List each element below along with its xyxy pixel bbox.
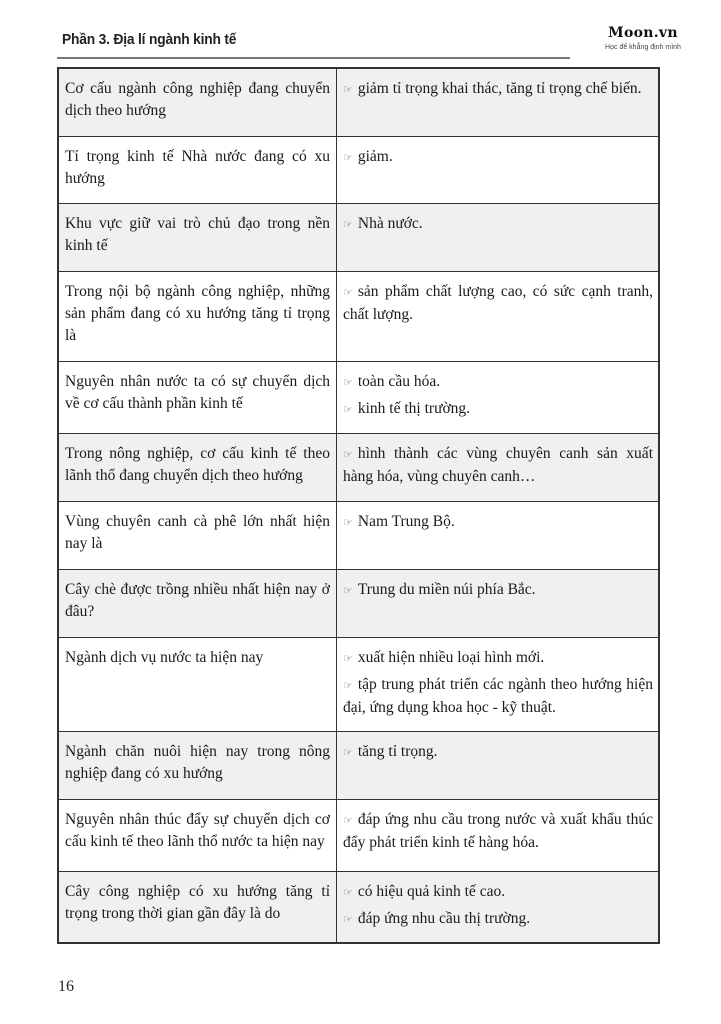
question-cell: Vùng chuyên canh cà phê lớn nhất hiện nay là — [58, 501, 337, 569]
answer-line — [343, 213, 653, 236]
answer-text: Nhà nước. — [357, 214, 423, 232]
answer-text: kinh tế thị trường. — [357, 399, 471, 417]
question-cell: Cơ cấu ngành công nghiệp đang chuyển dịch theo hướng — [58, 68, 337, 136]
pointing-hand-icon: ☞ — [343, 375, 353, 389]
qa-table — [57, 67, 660, 944]
pointing-hand-icon: ☞ — [343, 285, 353, 299]
pointing-hand-icon: ☞ — [343, 402, 353, 416]
pointing-hand-icon: ☞ — [343, 813, 353, 827]
section-title: Phần 3. Địa lí ngành kinh tế — [62, 31, 237, 48]
table-row — [58, 569, 659, 637]
table-row — [58, 68, 659, 136]
table-row — [58, 433, 659, 501]
pointing-hand-icon: ☞ — [343, 885, 353, 899]
question-cell: Trong nông nghiệp, cơ cấu kinh tế theo lãnh thổ đang chuyển dịch theo hướng — [58, 433, 337, 501]
question-cell: Ngành dịch vụ nước ta hiện nay — [58, 637, 337, 731]
answer-line — [343, 809, 653, 854]
answer-text: đáp ứng nhu cầu thị trường. — [357, 909, 531, 927]
answer-cell — [337, 871, 660, 943]
answer-line — [343, 647, 653, 670]
table-row — [58, 361, 659, 433]
table-row — [58, 501, 659, 569]
pointing-hand-icon: ☞ — [343, 651, 353, 665]
answer-cell — [337, 799, 660, 871]
answer-cell — [337, 68, 660, 136]
answer-line — [343, 674, 653, 719]
pointing-hand-icon: ☞ — [343, 217, 353, 231]
answer-text: có hiệu quả kinh tế cao. — [357, 882, 506, 900]
answer-text: giảm tỉ trọng khai thác, tăng tỉ trọng chế biến. — [357, 80, 642, 97]
answer-cell — [337, 361, 660, 433]
answer-text: Nam Trung Bộ. — [357, 512, 455, 530]
answer-line — [343, 511, 653, 534]
pointing-hand-icon: ☞ — [343, 447, 353, 461]
question-cell: Khu vực giữ vai trò chủ đạo trong nền kinh tế — [58, 203, 337, 271]
answer-cell — [337, 136, 660, 203]
pointing-hand-icon: ☞ — [343, 678, 353, 692]
answer-text: đáp ứng nhu cầu trong nước và xuất khẩu thúc đẩy phát triển kinh tế hàng hóa. — [343, 810, 653, 851]
pointing-hand-icon: ☞ — [343, 515, 353, 529]
table-row — [58, 637, 659, 731]
answer-line — [343, 443, 653, 488]
answer-text: tăng tỉ trọng. — [357, 742, 438, 760]
answer-cell — [337, 637, 660, 731]
answer-line — [343, 146, 653, 169]
answer-cell — [337, 433, 660, 501]
question-cell: Cây chè được trồng nhiều nhất hiện nay ở đâu? — [58, 569, 337, 637]
answer-line — [343, 579, 653, 602]
pointing-hand-icon: ☞ — [343, 912, 353, 926]
answer-line — [343, 371, 653, 394]
table-row — [58, 731, 659, 799]
pointing-hand-icon: ☞ — [343, 583, 353, 597]
pointing-hand-icon: ☞ — [343, 745, 353, 759]
logo-tagline: Học để khẳng định mình — [605, 44, 681, 51]
answer-cell — [337, 501, 660, 569]
table-row — [58, 799, 659, 871]
answer-cell — [337, 271, 660, 361]
question-cell: Ngành chăn nuôi hiện nay trong nông nghiệp đang có xu hướng — [58, 731, 337, 799]
table-row — [58, 203, 659, 271]
answer-cell — [337, 731, 660, 799]
answer-line — [343, 281, 653, 326]
pointing-hand-icon: ☞ — [343, 150, 353, 164]
answer-line — [343, 78, 653, 101]
answer-line — [343, 881, 653, 904]
moon-logo — [588, 25, 698, 51]
answer-text: sản phẩm chất lượng cao, có sức cạnh tranh, chất lượng. — [343, 282, 653, 323]
answer-text: Trung du miền núi phía Bắc. — [357, 580, 536, 598]
answer-text: xuất hiện nhiều loại hình mới. — [357, 648, 545, 666]
table-row — [58, 871, 659, 943]
question-cell: Trong nội bộ ngành công nghiệp, những sản phẩm đang có xu hướng tăng tỉ trọng là — [58, 271, 337, 361]
pointing-hand-icon: ☞ — [343, 83, 353, 96]
answer-text: toàn cầu hóa. — [357, 372, 441, 390]
page-number: 16 — [58, 978, 74, 995]
logo-name: Moon.vn — [608, 25, 678, 41]
answer-text: tập trung phát triển các ngành theo hướng hiện đại, ứng dụng khoa học - kỹ thuật. — [343, 675, 653, 716]
table-row — [58, 136, 659, 203]
answer-text: giảm. — [357, 147, 393, 165]
answer-line — [343, 908, 653, 931]
question-cell: Nguyên nhân thúc đẩy sự chuyển dịch cơ cấu kinh tế theo lãnh thổ nước ta hiện nay — [58, 799, 337, 871]
answer-line — [343, 741, 653, 764]
header-rule — [57, 57, 570, 59]
answer-line — [343, 398, 653, 421]
answer-text: hình thành các vùng chuyên canh sản xuất hàng hóa, vùng chuyên canh… — [343, 444, 653, 485]
question-cell: Nguyên nhân nước ta có sự chuyển dịch về cơ cấu thành phần kinh tế — [58, 361, 337, 433]
answer-cell — [337, 203, 660, 271]
question-cell: Cây công nghiệp có xu hướng tăng tỉ trọng trong thời gian gần đây là do — [58, 871, 337, 943]
question-cell: Tỉ trọng kinh tế Nhà nước đang có xu hướng — [58, 136, 337, 203]
table-row — [58, 271, 659, 361]
answer-cell — [337, 569, 660, 637]
